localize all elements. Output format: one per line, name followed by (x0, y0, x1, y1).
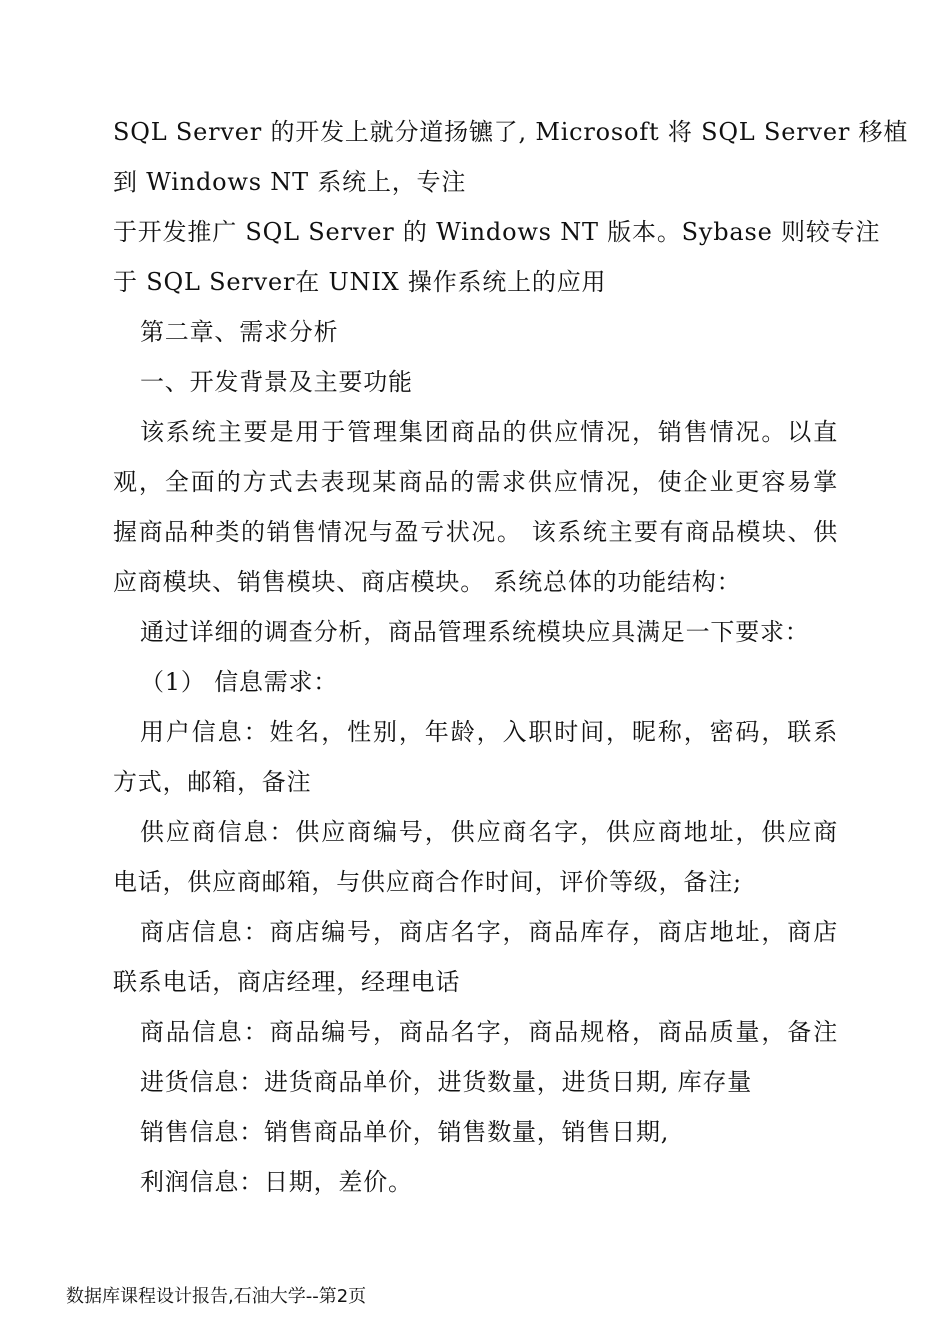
text-line-14: 方式，邮箱，备注 (113, 768, 312, 796)
text-line-10: 应商模块、销售模块、商店模块。 系统总体的功能结构： (113, 568, 742, 596)
text-line-22: 利润信息：日期，差价。 (140, 1168, 413, 1196)
text-line-13: 用户信息：姓名，性别，年龄，入职时间，昵称，密码，联系 (140, 718, 838, 746)
text-line-7: 该系统主要是用于管理集团商品的供应情况，销售情况。以直 (140, 418, 838, 446)
text-line-9: 握商品种类的销售情况与盈亏状况。 该系统主要有商品模块、供 (113, 518, 838, 546)
section-heading: 一、开发背景及主要功能 (140, 368, 413, 396)
text-line-21: 销售信息：销售商品单价，销售数量，销售日期, (140, 1118, 670, 1146)
text-line-15: 供应商信息：供应商编号，供应商名字，供应商地址，供应商 (140, 818, 838, 846)
text-line-3: 于开发推广 SQL Server 的 Windows NT 版本。Sybase 则较专注 (113, 218, 881, 246)
text-line-17: 商店信息：商店编号，商店名字，商品库存，商店地址，商店 (140, 918, 838, 946)
page-footer: 数据库课程设计报告,石油大学--第2页 (66, 1286, 367, 1307)
text-line-18: 联系电话，商店经理，经理电话 (113, 968, 461, 996)
text-line-4: 于 SQL Server在 UNIX 操作系统上的应用 (113, 268, 607, 296)
text-line-19: 商品信息：商品编号，商品名字，商品规格，商品质量，备注 (140, 1018, 838, 1046)
subsection-heading: （1） 信息需求： (140, 668, 339, 696)
text-line-11: 通过详细的调查分析，商品管理系统模块应具满足一下要求： (140, 618, 810, 646)
text-line-2: 到 Windows NT 系统上，专注 (113, 168, 467, 196)
text-line-16: 电话，供应商邮箱，与供应商合作时间，评价等级，备注; (113, 868, 742, 896)
text-line-20: 进货信息：进货商品单价，进货数量，进货日期, 库存量 (140, 1068, 753, 1096)
text-line-1: SQL Server 的开发上就分道扬镳了, Microsoft 将 SQL Server 移植 (113, 118, 909, 146)
text-line-8: 观，全面的方式去表现某商品的需求供应情况，使企业更容易掌 (113, 468, 838, 496)
chapter-heading: 第二章、需求分析 (140, 318, 339, 346)
